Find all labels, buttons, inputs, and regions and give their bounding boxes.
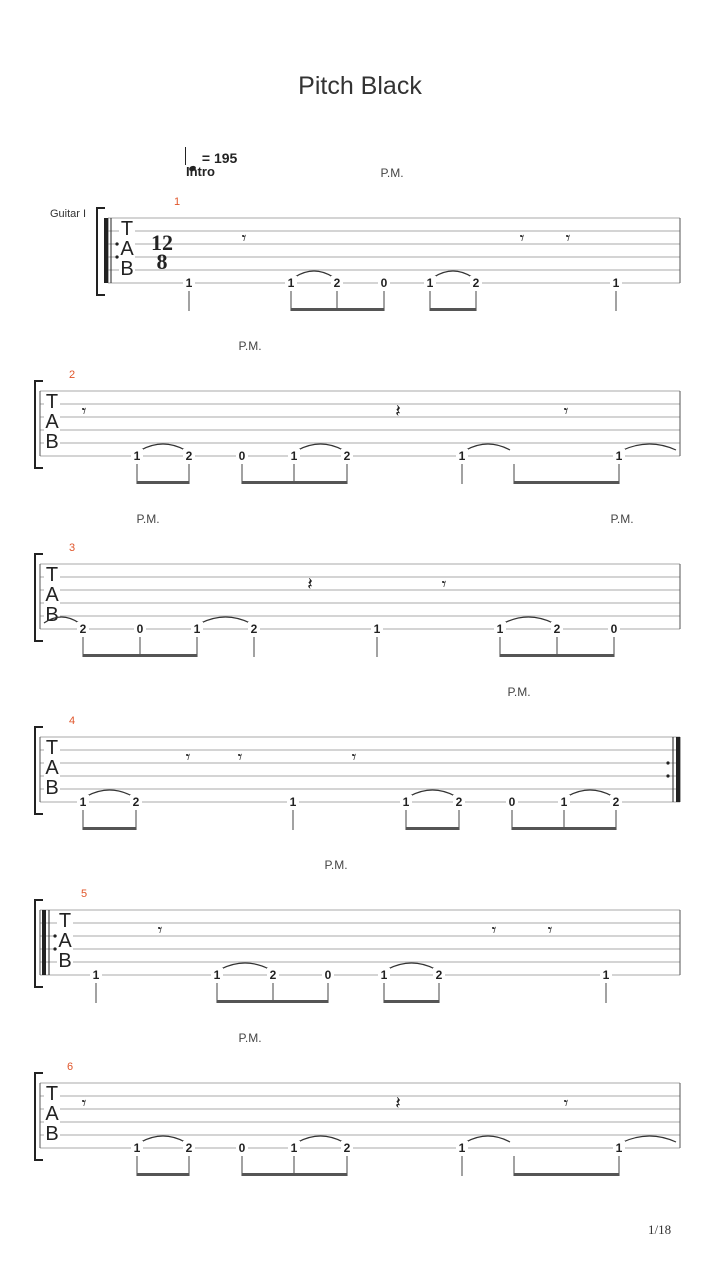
palm-mute-label: P.M. [136,512,160,526]
fret-number: 2 [185,449,193,463]
track-name: Guitar I [50,208,87,220]
fret-number: 1 [79,795,87,809]
fret-number: 0 [136,622,144,636]
tempo-equals: = [201,150,211,166]
fret-number: 0 [380,276,388,290]
note-beam [384,1000,439,1003]
tab-clef-letter: B [45,1123,59,1145]
fret-number: 1 [402,795,410,809]
note-beam [500,654,614,657]
rest-symbol: 𝄾 [81,1093,87,1114]
tab-clef-letter: T [120,218,134,240]
repeat-start-thick-bar [42,910,46,975]
fret-number: 2 [185,1141,193,1155]
fret-number: 1 [426,276,434,290]
tab-clef-letter: A [45,411,59,433]
palm-mute-label: P.M. [324,858,348,872]
tie-arc [388,963,435,969]
tab-system [35,339,680,484]
tie-arc [623,444,676,450]
repeat-dot [53,947,56,950]
rest-symbol: 𝄾 [563,1093,569,1114]
tab-clef-letter: A [120,238,134,260]
tab-clef-letter: T [45,564,59,586]
rest-symbol: 𝄽 [395,1093,401,1114]
fret-number: 1 [602,968,610,982]
fret-number: 1 [615,449,623,463]
fret-number: 2 [343,449,351,463]
fret-number: 1 [458,1141,466,1155]
rest-symbol: 𝄾 [157,920,163,941]
tab-clef-letter: T [45,391,59,413]
fret-number: 2 [472,276,480,290]
tab-clef-letter: T [45,1083,59,1105]
fret-number: 2 [250,622,258,636]
fret-number: 2 [553,622,561,636]
repeat-start-thick-bar [104,218,108,283]
fret-number: 2 [79,622,87,636]
tab-system [35,858,680,1003]
fret-number: 0 [324,968,332,982]
rest-symbol: 𝄾 [241,228,247,249]
note-beam [137,1173,189,1176]
tie-arc [466,1136,510,1142]
tie-arc [410,790,455,796]
tie-arc [623,1136,676,1142]
fret-number: 1 [92,968,100,982]
fret-number: 2 [455,795,463,809]
note-beam [242,481,347,484]
fret-number: 1 [290,1141,298,1155]
system-bracket [35,554,43,641]
tie-arc [434,271,472,277]
time-signature-top: 12 [151,230,173,255]
fret-number: 0 [610,622,618,636]
repeat-end-thick-bar [676,737,680,802]
section-label: Intro [186,164,215,179]
fret-number: 2 [333,276,341,290]
note-beam [137,481,189,484]
fret-number: 1 [133,1141,141,1155]
fret-number: 2 [343,1141,351,1155]
fret-number: 2 [612,795,620,809]
tie-arc [504,617,553,623]
rest-symbol: 𝄾 [237,747,243,768]
tab-clef-letter: B [45,604,59,626]
tie-arc [201,617,250,623]
fret-number: 1 [373,622,381,636]
tab-clef-letter: A [45,757,59,779]
tab-clef-letter: T [58,910,72,932]
measure-number: 1 [173,196,181,208]
rest-symbol: 𝄾 [565,228,571,249]
tie-arc [298,444,343,450]
tie-arc [221,963,269,969]
rest-symbol: 𝄾 [491,920,497,941]
repeat-dot [666,774,669,777]
fret-number: 1 [290,449,298,463]
tab-clef-letter: B [45,431,59,453]
note-beam [217,1000,328,1003]
fret-number: 1 [185,276,193,290]
repeat-dot [53,934,56,937]
note-beam [83,827,136,830]
note-beam [514,481,619,484]
fret-number: 1 [458,449,466,463]
note-beam [291,308,384,311]
rest-symbol: 𝄽 [307,574,313,595]
fret-number: 1 [615,1141,623,1155]
note-beam [242,1173,347,1176]
measure-number: 3 [68,542,76,554]
rest-symbol: 𝄾 [441,574,447,595]
time-signature-bottom: 8 [156,249,168,274]
tab-clef-letter: A [45,584,59,606]
tab-system [35,512,680,657]
fret-number: 1 [287,276,295,290]
tab-clef-letter: B [45,777,59,799]
page-number: 1/18 [648,1222,672,1237]
tab-clef-letter: A [58,930,72,952]
tab-clef-letter: B [58,950,72,972]
fret-number: 1 [560,795,568,809]
fret-number: 0 [508,795,516,809]
tie-arc [298,1136,343,1142]
palm-mute-label: P.M. [238,339,262,353]
tab-system [35,1031,680,1176]
repeat-dot [115,242,118,245]
palm-mute-label: P.M. [380,166,404,180]
note-beam [514,1173,619,1176]
fret-number: 1 [496,622,504,636]
measure-number: 2 [68,369,76,381]
tab-clef-letter: T [45,737,59,759]
system-bracket [35,727,43,814]
fret-number: 2 [435,968,443,982]
measure-number: 4 [68,715,76,727]
system-bracket [97,208,105,295]
rest-symbol: 𝄾 [81,401,87,422]
tab-clef-letter: A [45,1103,59,1125]
tab-clef-letter: B [120,258,134,280]
note-beam [512,827,616,830]
note-beam [430,308,476,311]
fret-number: 1 [380,968,388,982]
fret-number: 0 [238,1141,246,1155]
fret-number: 1 [213,968,221,982]
rest-symbol: 𝄾 [563,401,569,422]
note-beam [406,827,459,830]
page-title: Pitch Black [298,72,422,100]
system-bracket [35,381,43,468]
repeat-dot [666,761,669,764]
rest-symbol: 𝄾 [519,228,525,249]
tie-arc [87,790,132,796]
note-beam [83,654,197,657]
system-bracket [35,900,43,987]
rest-symbol: 𝄾 [547,920,553,941]
fret-number: 2 [269,968,277,982]
system-bracket [35,1073,43,1160]
tie-arc [141,1136,185,1142]
tie-arc [295,271,333,277]
fret-number: 1 [193,622,201,636]
palm-mute-label: P.M. [238,1031,262,1045]
measure-number: 5 [80,888,88,900]
tie-arc [466,444,510,450]
measure-number: 6 [66,1061,74,1073]
repeat-dot [115,255,118,258]
tempo-value: 195 [213,150,238,166]
palm-mute-label: P.M. [507,685,531,699]
fret-number: 1 [612,276,620,290]
fret-number: 1 [133,449,141,463]
rest-symbol: 𝄽 [395,401,401,422]
fret-number: 0 [238,449,246,463]
rest-symbol: 𝄾 [351,747,357,768]
tab-system [97,166,680,311]
fret-number: 1 [289,795,297,809]
tie-arc [141,444,185,450]
palm-mute-label: P.M. [610,512,634,526]
tab-system [35,685,680,830]
rest-symbol: 𝄾 [185,747,191,768]
tie-arc [568,790,612,796]
fret-number: 2 [132,795,140,809]
